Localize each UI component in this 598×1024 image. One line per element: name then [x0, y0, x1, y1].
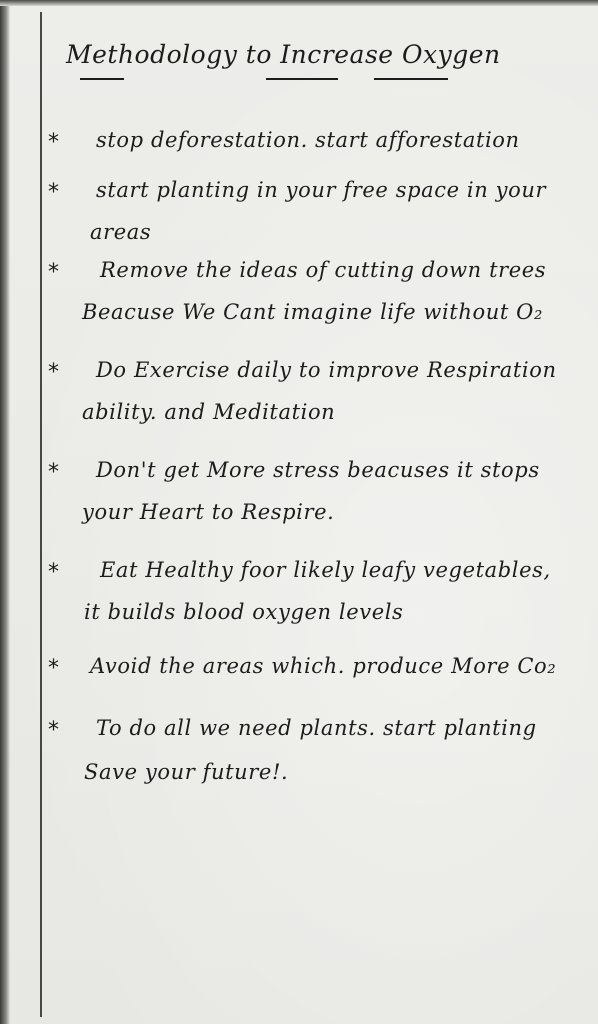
page-title: Methodology to Increase Oxygen — [66, 40, 501, 69]
bullet-marker: * — [48, 360, 59, 385]
note-line: your Heart to Respire. — [82, 500, 335, 524]
note-line: Beacuse We Cant imagine life without O₂ — [82, 300, 543, 324]
note-line: areas — [90, 220, 152, 244]
note-line: ability. and Meditation — [82, 400, 336, 424]
note-line: stop deforestation. start afforestation — [96, 128, 520, 152]
bullet-marker: * — [48, 260, 59, 285]
title-underline-oxygen — [374, 78, 448, 80]
note-line: it builds blood oxygen levels — [84, 600, 404, 624]
bullet-marker: * — [48, 130, 59, 155]
margin-line — [40, 12, 42, 1017]
note-line: Remove the ideas of cutting down trees — [100, 258, 547, 282]
note-line: Don't get More stress beacuses it stops — [96, 458, 540, 482]
page-binding-edge — [0, 0, 10, 1024]
title-underline-methodology — [80, 78, 124, 80]
note-line: Avoid the areas which. produce More Co₂ — [90, 654, 557, 678]
note-line: Eat Healthy foor likely leafy vegetables, — [100, 558, 551, 582]
page-top-edge — [0, 0, 598, 6]
bullet-marker: * — [48, 180, 59, 205]
bullet-marker: * — [48, 656, 59, 681]
bullet-marker: * — [48, 718, 59, 743]
note-line: Do Exercise daily to improve Respiration — [96, 358, 557, 382]
bullet-marker: * — [48, 560, 59, 585]
title-underline-increase — [266, 78, 338, 80]
bullet-marker: * — [48, 460, 59, 485]
note-line: start planting in your free space in your — [96, 178, 547, 202]
note-line: To do all we need plants. start planting — [96, 716, 537, 740]
note-line: Save your future!. — [84, 760, 289, 784]
